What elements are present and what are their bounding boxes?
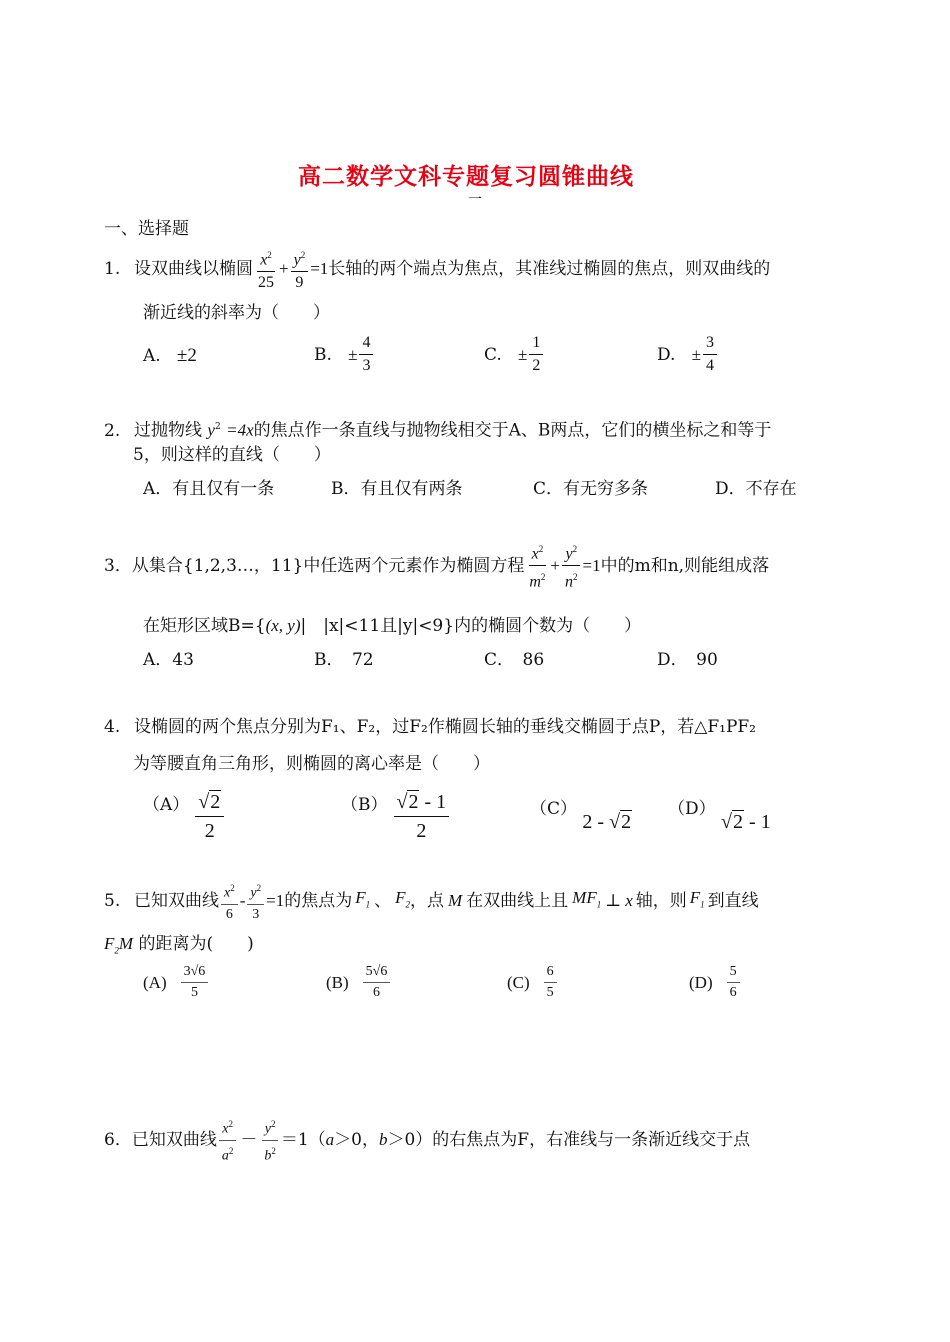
q2-option-c: C．有无穷多条 bbox=[533, 479, 649, 499]
q1-option-d: D. ± $\frac{3}{4}$ bbox=[657, 334, 719, 375]
q3-option-c: C． 86 bbox=[484, 650, 545, 670]
q5-line2: $F_2M$ 的距离为( ) bbox=[104, 934, 254, 956]
question-5: 5. 已知双曲线 $\frac{x^2}{6}$ - $\frac{y^2}{3}$ =1 的焦点为 $F_1$ 、 $F_2$ ，点 M 在双曲线上且 $MF_1$ ⊥ x 轴，则 $F_1$ 到直线 bbox=[104, 880, 759, 923]
q2-option-b: B．有且仅有两条 bbox=[331, 479, 463, 499]
q6-fraction-y: $\frac{y^2}{b^2}$ bbox=[261, 1116, 279, 1164]
q5-fraction-y: $\frac{y^2}{3}$ bbox=[247, 880, 264, 923]
q5-option-d: (D) $\frac{5}{6}$ bbox=[689, 964, 742, 1001]
q2-option-a: A．有且仅有一条 bbox=[143, 479, 275, 499]
q3-option-b: B． 72 bbox=[314, 650, 374, 670]
question-1: 1. 设双曲线以椭圆 $\frac{x^2}{25}$ + $\frac{y^2}{9}$ =1 长轴的两个端点为焦点，其准线过椭圆的焦点，则双曲线的 bbox=[104, 246, 770, 292]
q4-option-d: （D） √2 - 1 bbox=[668, 799, 771, 833]
q4-option-b: （B） $\frac{√2 - 1}{2}$ bbox=[341, 790, 451, 843]
q2-option-d: D．不存在 bbox=[715, 479, 797, 499]
q1-option-c: C. ± $\frac{1}{2}$ bbox=[484, 334, 545, 375]
q5-option-b: (B) $\frac{5√6}{6}$ bbox=[326, 964, 392, 1001]
q5-fraction-x: $\frac{x^2}{6}$ bbox=[221, 880, 238, 923]
q3-option-a: A．43 bbox=[143, 650, 194, 670]
q3-number: 3． bbox=[104, 555, 132, 576]
q2-number: 2. bbox=[104, 420, 121, 441]
question-3: 3． 从集合{1,2,3…，11}中任选两个元素作为椭圆方程 $\frac{x^2}{m^2}$ + $\frac{y^2}{n^2}$ =1 中的m和n,则能组成落 bbox=[104, 540, 769, 592]
q1-post: 长轴的两个端点为焦点，其准线过椭圆的焦点，则双曲线的 bbox=[328, 259, 771, 280]
q3-line2: 在矩形区域B={(x, y)| |x|<11且|y|<9}内的椭圆个数为（ ） bbox=[143, 616, 642, 636]
q6-fraction-x: $\frac{x^2}{a^2}$ bbox=[219, 1116, 237, 1164]
q1-line2: 渐近线的斜率为（ ） bbox=[143, 303, 330, 323]
question-6: 6． 已知双曲线 $\frac{x^2}{a^2}$ － $\frac{y^2}{b^2}$ ＝1（ a ＞0， b ＞0）的右焦点为F，右准线与一条渐近线交于点 bbox=[104, 1116, 750, 1164]
q1-option-a: A. ±2 bbox=[143, 345, 197, 366]
q4-option-c: （C） 2 - √2 bbox=[530, 799, 632, 833]
q4-option-a: （A） $\frac{√2}{2}$ bbox=[143, 790, 226, 843]
q4-number: 4. bbox=[104, 717, 121, 737]
q1-option-b: B. ± $\frac{4}{3}$ bbox=[314, 334, 375, 375]
question-4: 4. 设椭圆的两个焦点分别为F₁、F₂，过F₂作椭圆长轴的垂线交椭圆于点P，若△F₁PF₂ bbox=[104, 717, 757, 737]
page-title: 高二数学文科专题复习圆锥曲线 bbox=[298, 163, 634, 190]
q1-pre: 设双曲线以椭圆 bbox=[134, 259, 253, 280]
q5-option-a: (A) $\frac{3√6}{5}$ bbox=[143, 964, 210, 1001]
q3-fraction-x: $\frac{x^2}{m^2}$ bbox=[526, 540, 548, 592]
q6-number: 6． bbox=[104, 1130, 132, 1151]
q5-option-c: (C) $\frac{6}{5}$ bbox=[507, 964, 559, 1001]
section-heading: 一、选择题 bbox=[104, 219, 189, 239]
q4-line2: 为等腰直角三角形，则椭圆的离心率是（ ） bbox=[133, 754, 490, 774]
title-mark: 一 bbox=[468, 192, 482, 208]
q1-fraction-x: $\frac{x^2}{25}$ bbox=[255, 246, 277, 292]
question-2: 2. 过抛物线 $y^2 =4x$的焦点作一条直线与抛物线相交于A、B两点，它们的横坐标之和等于 bbox=[104, 420, 772, 441]
q1-equals: =1 bbox=[310, 259, 329, 279]
q1-fraction-y: $\frac{y^2}{9}$ bbox=[291, 246, 309, 292]
q3-option-d: D． 90 bbox=[657, 650, 718, 670]
q2-line2: 5，则这样的直线（ ） bbox=[133, 445, 331, 465]
q1-number: 1. bbox=[104, 259, 121, 280]
q5-number: 5. bbox=[104, 891, 121, 912]
q3-fraction-y: $\frac{y^2}{n^2}$ bbox=[562, 540, 581, 592]
